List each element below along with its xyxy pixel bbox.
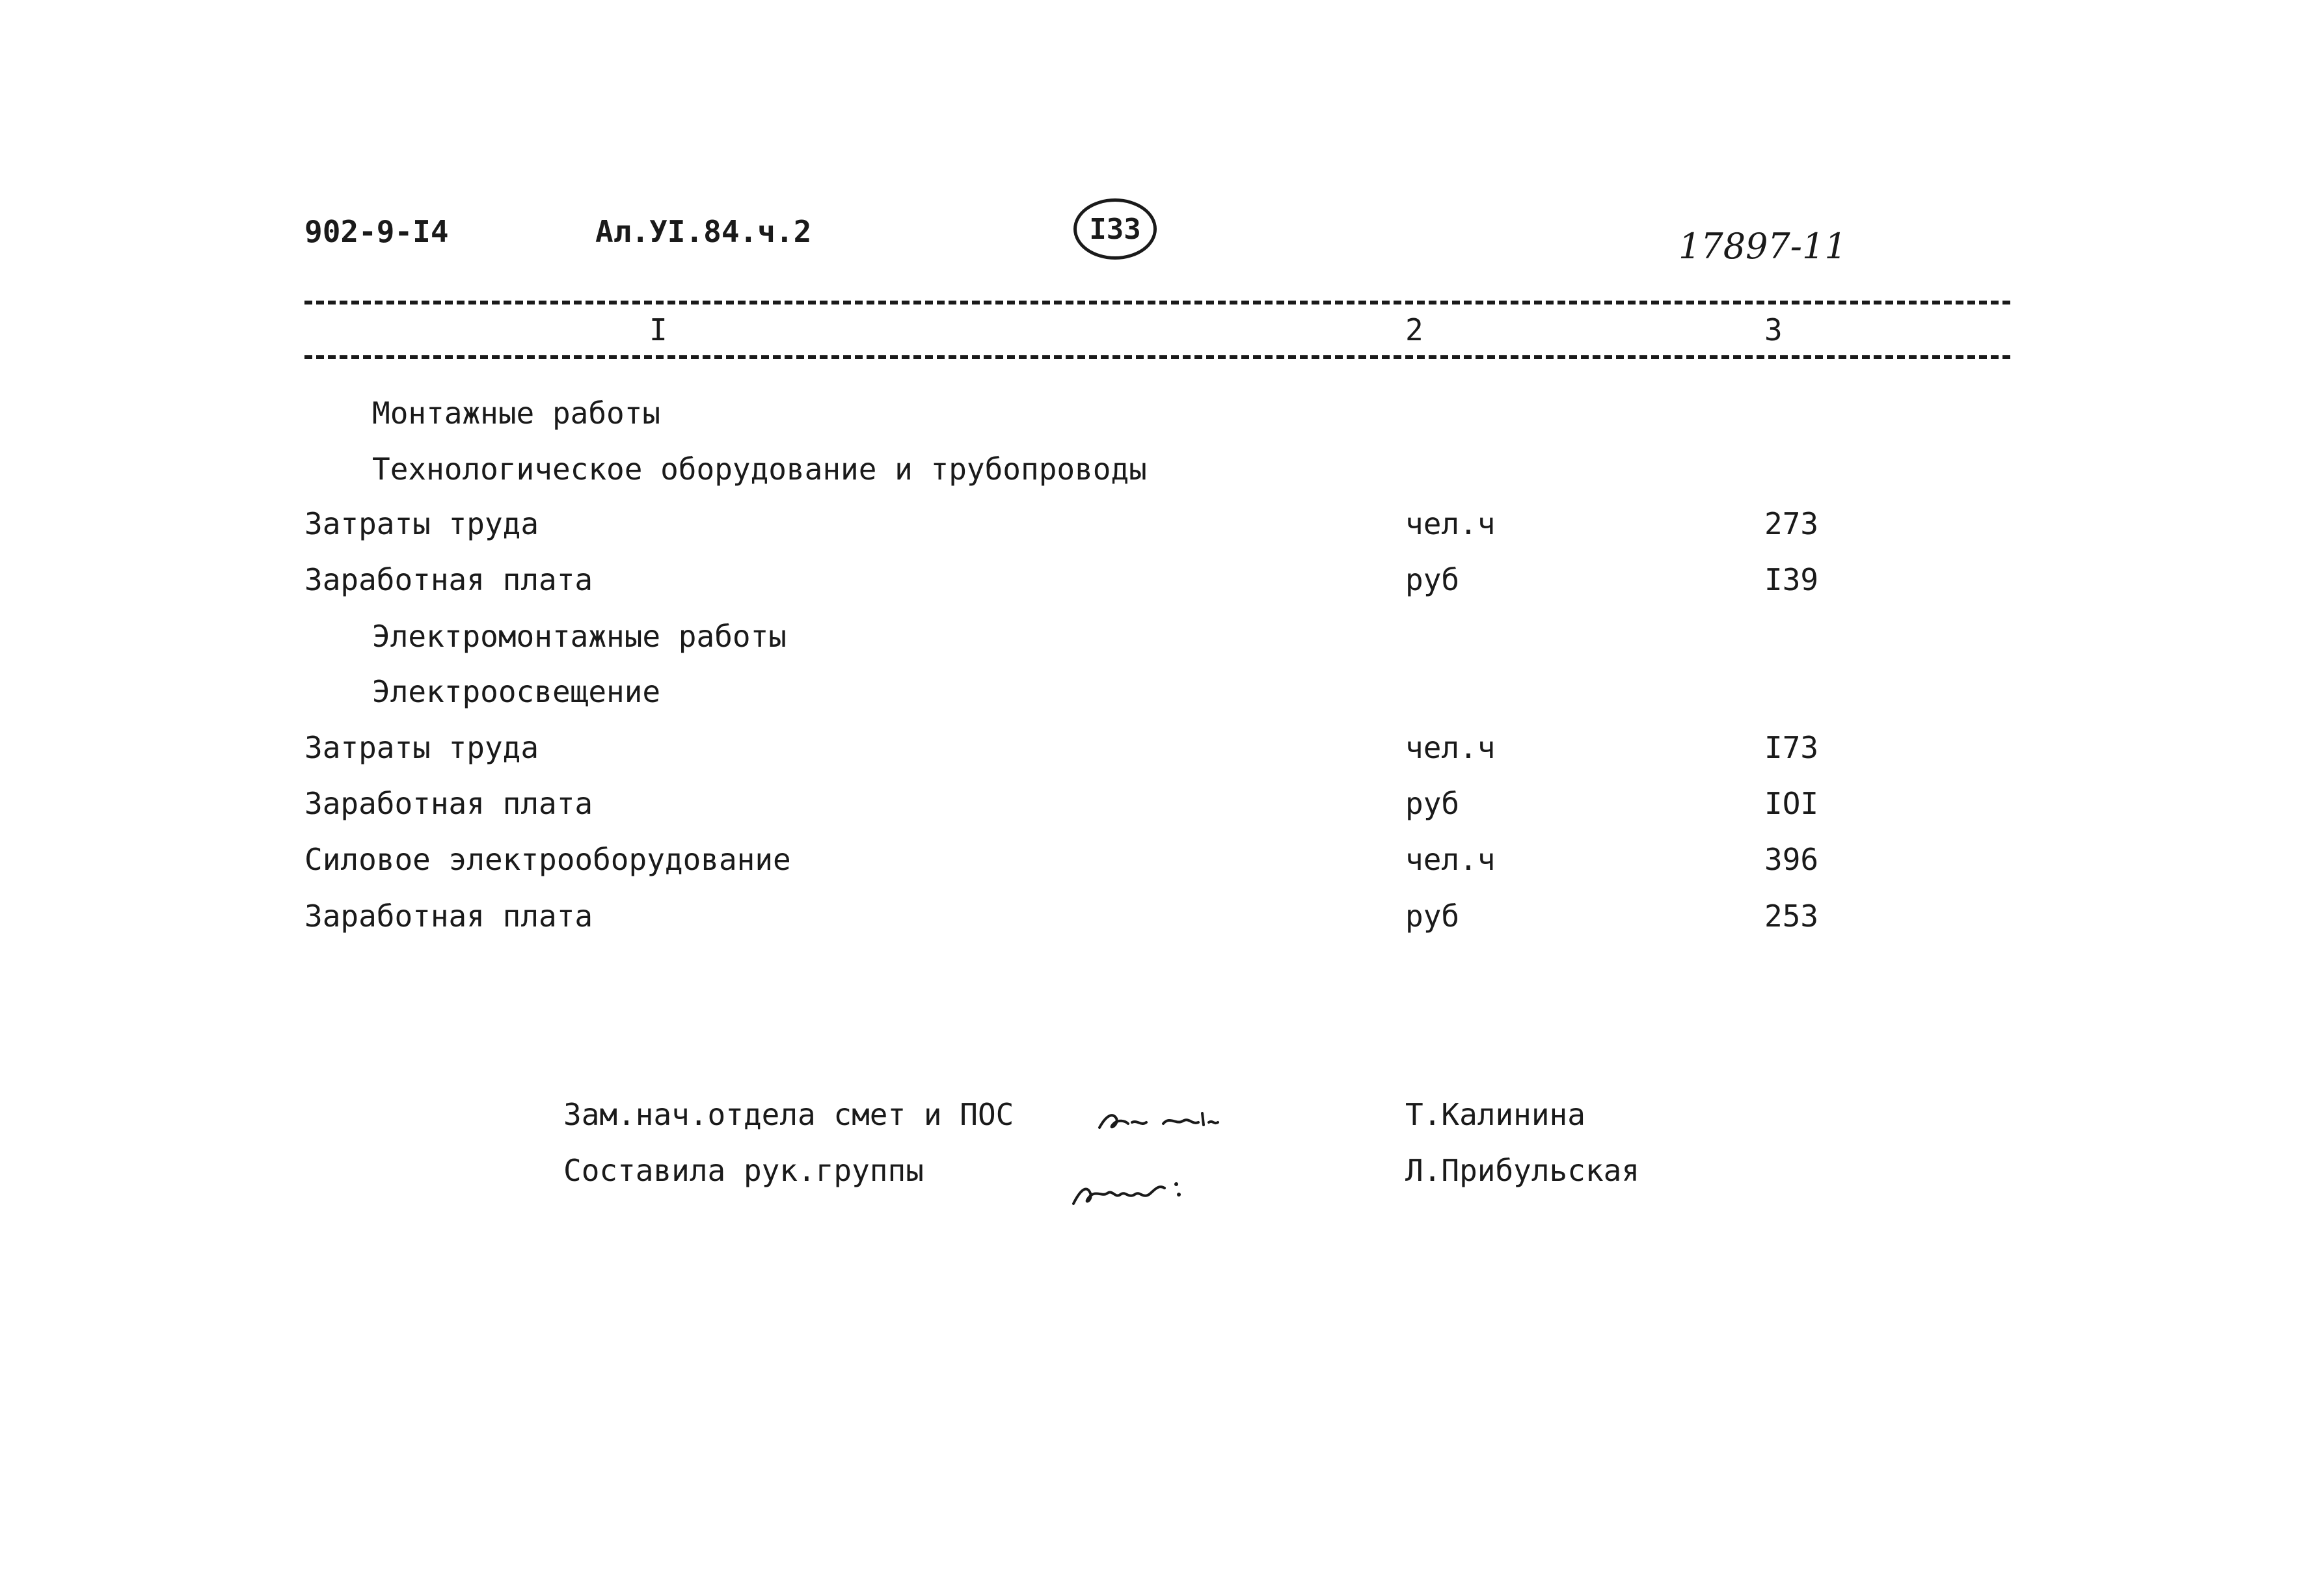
row-name: Затраты труда (304, 506, 539, 541)
page-number-circle (1073, 198, 1157, 260)
section-heading: Электромонтажные работы (372, 619, 787, 654)
row-unit: руб (1405, 899, 1460, 934)
row-unit: руб (1405, 786, 1460, 821)
album-code: Ал.УI.84.ч.2 (595, 214, 812, 249)
section-heading: Технологическое оборудование и трубопроводы (372, 452, 1147, 487)
signer-role: Составила рук.группы (563, 1153, 924, 1188)
handwritten-signature (1067, 1165, 1197, 1217)
column-header-3: 3 (1764, 312, 1783, 347)
row-name: Заработная плата (304, 562, 593, 597)
column-header-1: I (649, 312, 667, 347)
row-unit: чел.ч (1405, 730, 1496, 765)
row-name: Затраты труда (304, 730, 539, 765)
row-unit: чел.ч (1405, 842, 1496, 877)
header-bottom-divider (304, 355, 2010, 359)
row-name: Силовое электрооборудование (304, 842, 791, 877)
document-code: 902-9-I4 (304, 214, 449, 249)
row-value: 253 (1764, 899, 1819, 934)
header-top-divider (304, 301, 2010, 304)
row-value: 273 (1764, 506, 1819, 541)
row-unit: чел.ч (1405, 506, 1496, 541)
row-name: Заработная плата (304, 899, 593, 934)
row-value: IOI (1764, 786, 1819, 821)
row-name: Заработная плата (304, 786, 593, 821)
signer-role: Зам.нач.отдела смет и ПОС (563, 1097, 1014, 1132)
handwritten-signature (1086, 1096, 1243, 1142)
row-value: 396 (1764, 842, 1819, 877)
row-unit: руб (1405, 562, 1460, 597)
column-header-2: 2 (1405, 312, 1423, 347)
section-heading: Электроосвещение (372, 674, 661, 709)
page-number: I33 (1089, 212, 1141, 246)
signer-name: Т.Калинина (1405, 1097, 1585, 1132)
handwritten-number: 17897-11 (1678, 226, 1847, 267)
section-heading: Монтажные работы (372, 396, 661, 431)
row-value: I73 (1764, 730, 1819, 765)
signer-name: Л.Прибульская (1405, 1153, 1640, 1188)
row-value: I39 (1764, 562, 1819, 597)
